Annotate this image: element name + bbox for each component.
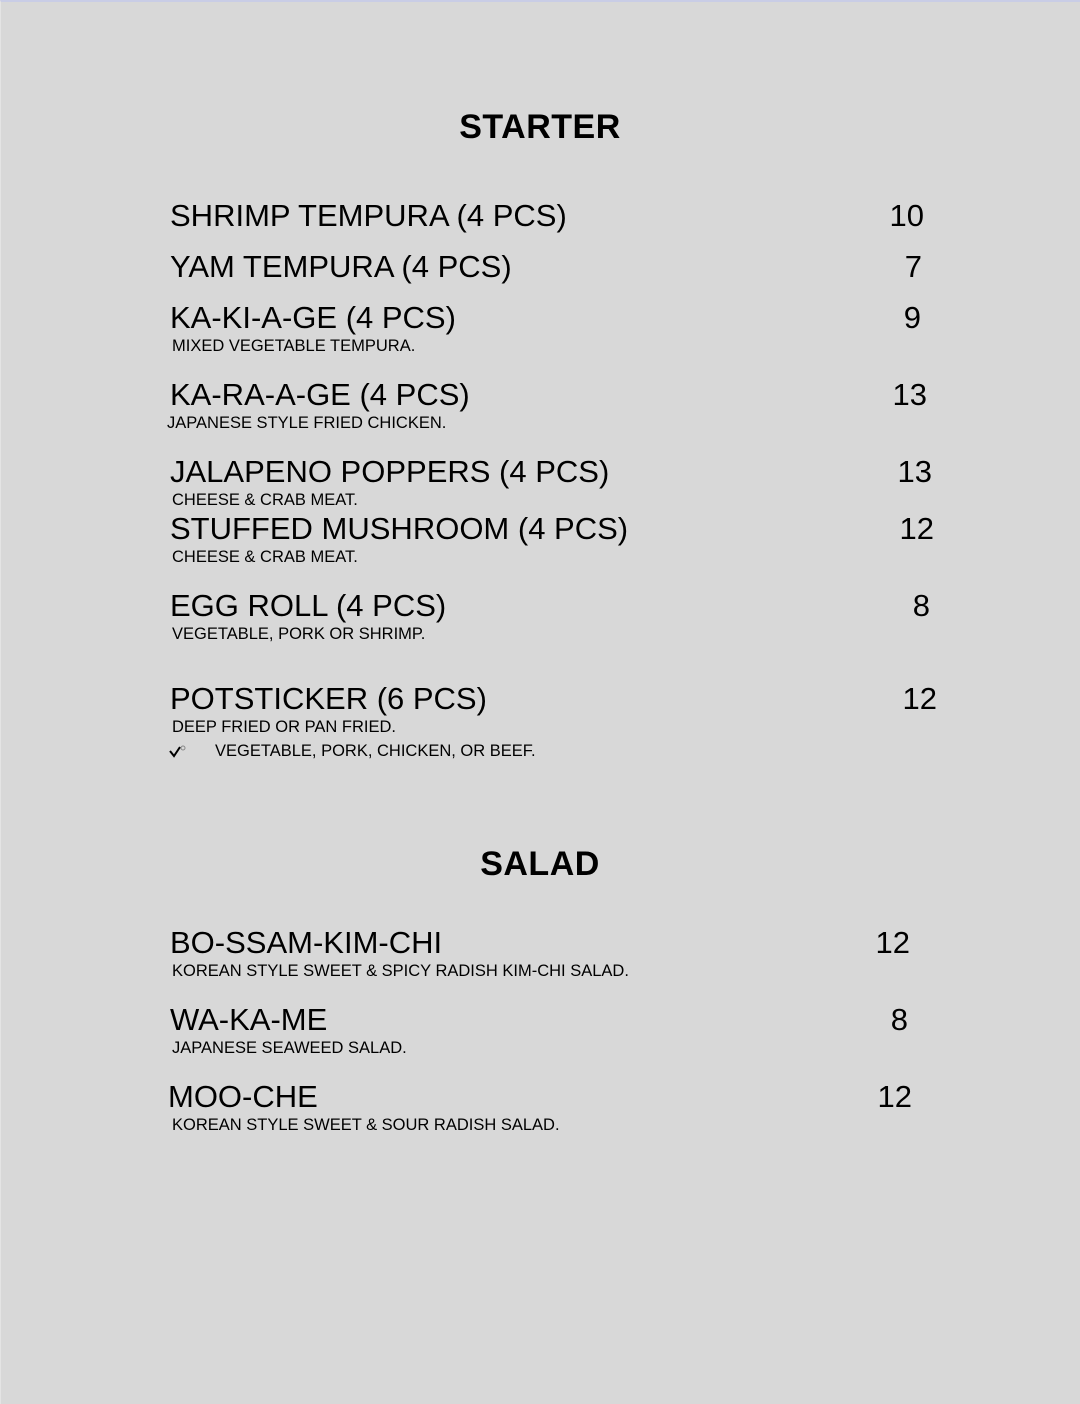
menu-item-price: 12: [899, 511, 934, 546]
menu-item-price: 8: [890, 1002, 908, 1037]
menu-item-description: MIXED VEGETABLE TEMPURA.: [172, 337, 416, 355]
menu-item-description: VEGETABLE, PORK, CHICKEN, OR BEEF.: [215, 742, 536, 760]
menu-item-description: VEGETABLE, PORK OR SHRIMP.: [172, 625, 426, 643]
menu-item-description: CHEESE & CRAB MEAT.: [172, 548, 358, 566]
check-mark-icon: [168, 743, 188, 761]
menu-item-name: SHRIMP TEMPURA (4 PCS): [170, 198, 567, 233]
menu-item-name: YAM TEMPURA (4 PCS): [170, 249, 512, 284]
menu-item-name: MOO-CHE: [168, 1079, 318, 1114]
menu-item-price: 7: [904, 249, 922, 284]
menu-item-name: POTSTICKER (6 PCS): [170, 681, 487, 716]
menu-item-description: JAPANESE SEAWEED SALAD.: [172, 1039, 407, 1057]
menu-item-description: CHEESE & CRAB MEAT.: [172, 491, 358, 509]
menu-item-name: KA-KI-A-GE (4 PCS): [170, 300, 456, 335]
menu-item-price: 13: [897, 454, 932, 489]
menu-item-price: 8: [912, 588, 930, 623]
menu-item-description: KOREAN STYLE SWEET & SOUR RADISH SALAD.: [172, 1116, 560, 1134]
section-title-starter: STARTER: [459, 108, 621, 146]
menu-item-description: JAPANESE STYLE FRIED CHICKEN.: [167, 414, 447, 432]
menu-item-name: KA-RA-A-GE (4 PCS): [170, 377, 470, 412]
menu-item-price: 9: [903, 300, 921, 335]
menu-item-description: DEEP FRIED OR PAN FRIED.: [172, 718, 397, 736]
menu-item-price: 12: [875, 925, 910, 960]
menu-item-price: 12: [877, 1079, 912, 1114]
menu-item-description: KOREAN STYLE SWEET & SPICY RADISH KIM-CHI SALAD.: [172, 962, 629, 980]
menu-item-name: STUFFED MUSHROOM (4 PCS): [170, 511, 629, 546]
menu-item-price: 13: [892, 377, 927, 412]
menu-item-price: 12: [902, 681, 937, 716]
section-title-salad: SALAD: [480, 845, 600, 883]
menu-item-name: WA-KA-ME: [170, 1002, 328, 1037]
menu-item-name: JALAPENO POPPERS (4 PCS): [170, 454, 610, 489]
menu-item-name: EGG ROLL (4 PCS): [170, 588, 447, 623]
menu-item-name: BO-SSAM-KIM-CHI: [170, 925, 443, 960]
menu-item-price: 10: [889, 198, 924, 233]
